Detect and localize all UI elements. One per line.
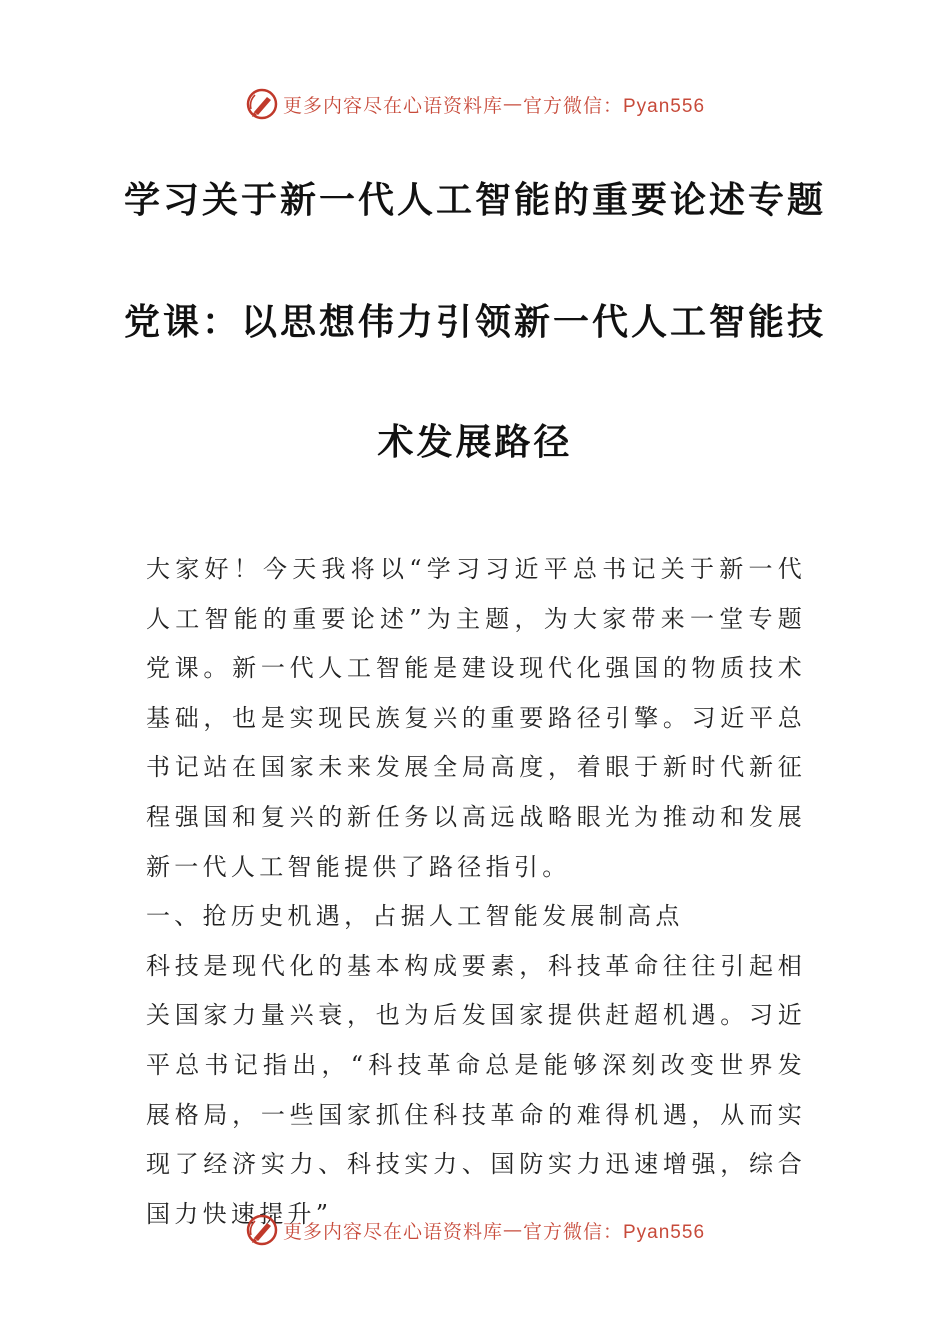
watermark-contact: 官方微信：Pyan556 [523,1221,706,1243]
document-title-line-1: 学习关于新一代人工智能的重要论述专题 [123,179,826,221]
document-body [146,545,806,1239]
pen-logo-icon [245,87,279,121]
section-paragraph-1: 科技是现代化的基本构成要素，科技革命往往引起相关国家力量兴衰，也为后发国家提供赶超机遇。习近平总书记指出，“科技革命总是能够深刻改变世界发展格局，一些国家抓住科技革命的难得机遇，从而实现了经济实力、科技实力、国防实力迅速增强，综合国力快速提升” [146,951,806,1228]
section-heading-1: 一、抢历史机遇，占据人工智能发展制高点 [146,902,684,931]
watermark-dash: — [503,93,523,115]
document-title-line-2: 党课：以思想伟力引领新一代人工智能技 [123,301,826,343]
watermark-dash: — [503,1219,523,1241]
intro-paragraph: 大家好！今天我将以“学习习近平总书记关于新一代人工智能的重要论述”为主题，为大家带来一堂专题党课。新一代人工智能是建设现代化强国的物质技术基础，也是实现民族复兴的重要路径引擎。习近平总书记站在国家未来发展全局高度，着眼于新时代新征程强国和复兴的新任务以高远战略眼光为推动和发展新一代人工智能提供了路径指引。 [146,555,806,881]
watermark-header [0,84,950,124]
pen-logo-icon [245,1213,279,1247]
watermark-contact: 官方微信：Pyan556 [523,95,706,117]
document-title-line-3: 术发展路径 [377,421,573,463]
watermark-text: 更多内容尽在心语资料库 [282,1220,503,1243]
watermark-text: 更多内容尽在心语资料库 [282,94,503,117]
watermark-footer [0,1210,950,1250]
